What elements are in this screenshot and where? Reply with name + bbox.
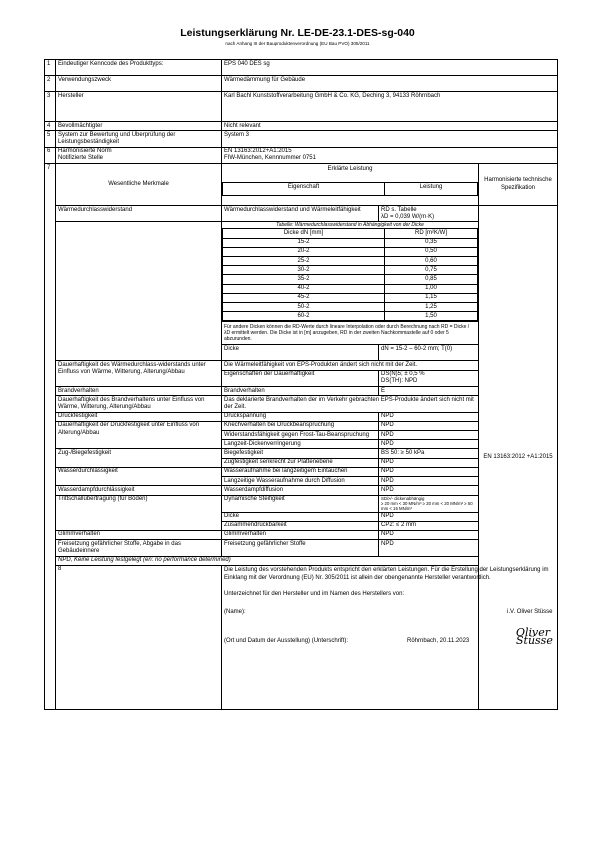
footnote: NPD, Keine Leistung festgelegt (en: no performance determined) <box>56 556 479 565</box>
thermal-table-head <box>223 229 478 238</box>
row-number: 8 <box>56 565 222 709</box>
row-label: Eindeutiger Kenncode des Produkttyps: <box>56 60 222 76</box>
property: Zusammendrückbarkeit <box>222 521 379 530</box>
thermal-table-row <box>223 247 478 256</box>
performance <box>379 206 479 222</box>
r-cell: 0,60 <box>385 257 478 266</box>
r-cell: 0,35 <box>385 238 478 247</box>
thickness-cell: 45-2 <box>223 293 385 302</box>
row-4 <box>45 122 558 131</box>
thermal-table-cell <box>222 222 479 345</box>
col-characteristic-label: Wesentliche Merkmale <box>108 180 169 187</box>
property: Widerstandsfähigkeit gegen Frost-Tau-Beanspruchung <box>222 431 379 440</box>
thickness-cell: 60-2 <box>223 312 385 321</box>
thickness-cell: 25-2 <box>223 257 385 266</box>
row-number: 1 <box>45 60 56 76</box>
r-cell: 1,00 <box>385 284 478 293</box>
thickness-cell: 20-2 <box>223 247 385 256</box>
thermal-note: Für andere Dicken können die RD-Werte durch lineare Interpolation oder durch Berechnung nach RD = Dicke / λD ermittelt werden. Die Dicke ist in [m] anzugeben, RD in der zweiten Nachkommastelle auf 0 oder 5 abzurunden. <box>222 321 478 344</box>
performance: NPD <box>379 477 479 486</box>
r-cell: 1,25 <box>385 303 478 312</box>
row-value: Wärmedämmung für Gebäude <box>222 76 558 92</box>
lambda-value: λD = 0,039 W/(m·K) <box>381 213 435 220</box>
property: Wärmedurchlasswiderstand und Wärmeleitfähigkeit <box>222 206 379 222</box>
row-number: 6 <box>45 147 56 163</box>
characteristic: Wärmedurchlasswiderstand <box>56 206 222 222</box>
performance: NPD <box>379 458 479 467</box>
property: Langzeit-Dickenverringerung <box>222 440 379 449</box>
row-label: Bevollmächtigter <box>56 122 222 131</box>
col-characteristic <box>56 164 222 206</box>
property: Biegefestigkeit <box>222 449 379 458</box>
thermal-table-row <box>223 257 478 266</box>
performance: NPD <box>379 412 479 421</box>
row-number: 7 <box>45 164 56 710</box>
signature: Oliver Stüsse <box>516 626 553 648</box>
performance: E <box>379 387 479 396</box>
thickness-cell: 30-2 <box>223 266 385 275</box>
row-label <box>56 147 222 163</box>
characteristic: Druckfestigkeit <box>56 412 222 421</box>
row-5 <box>45 131 558 147</box>
thermal-table-row <box>223 275 478 284</box>
r-head: RD [m²K/W] <box>385 229 478 238</box>
place-label: (Ort und Datum der Ausstellung) (Unterschrift): <box>224 638 349 645</box>
row-2 <box>45 76 558 92</box>
row-6 <box>45 147 558 163</box>
row-number: 2 <box>45 76 56 92</box>
name-value: i.V. Oliver Stüsse <box>507 609 553 616</box>
thermal-table-row <box>223 284 478 293</box>
row-number: 4 <box>45 122 56 131</box>
thermal-table-row <box>223 266 478 275</box>
property: Freisetzung gefährlicher Stoffe <box>222 540 379 556</box>
performance: NPD <box>379 512 479 521</box>
performance: NPD <box>379 440 479 449</box>
characteristic: Wasserdurchlässigkeit <box>56 467 222 485</box>
row-label: Verwendungszweck <box>56 76 222 92</box>
property: Wasseraufnahme bei langzeitigem Eintauchen <box>222 467 379 476</box>
place-value: Röhrnbach, 20.11.2023 <box>407 638 470 645</box>
col-spec: Harmonisierte technische Spezifikation <box>479 164 558 206</box>
thermal-table-row <box>223 238 478 247</box>
thermal-table-caption: Tabelle: Wärmedurchlasswiderstand in Abhängigkeit von der Dicke <box>276 222 424 229</box>
norm-value: EN 13163:2012+A1:2015 <box>224 148 292 155</box>
property: Dynamische Steifigkeit <box>222 495 379 512</box>
thermal-row <box>45 206 558 222</box>
performance: dN = 15-2 – 60-2 mm; T(0) <box>379 345 479 361</box>
thickness-cell: 50-2 <box>223 303 385 312</box>
col-property: Eigenschaft <box>223 183 385 196</box>
row-value: System 3 <box>222 131 558 147</box>
signed-for: Unterzeichnet für den Hersteller und im Namen des Herstellers von: <box>224 591 405 598</box>
row-number: 5 <box>45 131 56 147</box>
performance: NPD <box>379 467 479 476</box>
declaration-table <box>44 59 558 710</box>
r-cell: 0,50 <box>385 247 478 256</box>
property: Eigenschaften der Dauerhaftigkeit <box>222 370 379 386</box>
performance: NPD <box>379 486 479 495</box>
performance: SDi>/- dickenabhängig ≥ 20 mm < 30 MN/m³ ≥ 30 mm < 20 MN/m³ ≥ 50 mm < 15 MN/m³ <box>379 495 479 512</box>
declared-performance-title: Erklärte Leistung <box>327 166 373 173</box>
section-7-header <box>45 164 558 206</box>
notified-body-label: Notifizierte Stelle <box>58 155 104 162</box>
page-title: Leistungserklärung Nr. LE-DE-23.1-DES-sg-040 <box>180 27 415 39</box>
r-cell: 0,75 <box>385 266 478 275</box>
property: Die Wärmeleitfähigkeit von EPS-Produkten ändert sich nicht mit der Zeit. <box>222 361 479 370</box>
rd-value: RD s. Tabelle <box>381 206 417 213</box>
characteristic: Dauerhaftigkeit der Druckfestigkeit unter Einfluss von Alterung/Abbau <box>56 421 222 449</box>
r-cell: 0,85 <box>385 275 478 284</box>
property: Brandverhalten <box>222 387 379 396</box>
col-performance: Leistung <box>385 183 478 196</box>
section-8-cell <box>222 565 558 709</box>
performance: NPD <box>379 530 479 539</box>
property: Druckspannung <box>222 412 379 421</box>
thermal-table <box>222 228 478 321</box>
performance: NPD <box>379 431 479 440</box>
performance: NPD <box>379 540 479 556</box>
place-line <box>224 626 555 649</box>
characteristic: Zug-/Biegefestigkeit <box>56 449 222 467</box>
thickness-cell: 35-2 <box>223 275 385 284</box>
declared-performance-header <box>222 164 479 206</box>
performance: DS(N)5; ± 0,5 % DS(TH): NPD <box>379 370 479 386</box>
performance: BS 50: ≥ 50 kPa <box>379 449 479 458</box>
norm-label: Harmonisierte Norm <box>58 148 112 155</box>
thickness-cell: 40-2 <box>223 284 385 293</box>
property: Wasserdampfdiffusion <box>222 486 379 495</box>
row-value: EPS 040 DES sg <box>222 60 558 76</box>
name-line <box>224 608 555 618</box>
property: Glimmverhalten <box>222 530 379 539</box>
property: Langzeitige Wasseraufnahme durch Diffusion <box>222 477 379 486</box>
characteristic-continuation <box>56 222 222 361</box>
characteristic: Trittschallübertragung (für Böden) <box>56 495 222 530</box>
characteristic: Brandverhalten <box>56 387 222 396</box>
row-1 <box>45 60 558 76</box>
row-value <box>222 147 558 163</box>
characteristic: Glimmverhalten <box>56 530 222 539</box>
property: Das deklarierte Brandverhalten der im Verkehr gebrachten EPS-Produkte ändert sich nicht mit der Zeit. <box>222 396 479 412</box>
section-8 <box>45 565 558 709</box>
characteristic: Dauerhaftigkeit des Brandverhaltens unter Einfluss von Wärme, Witterung, Alterung/Abbau <box>56 396 222 412</box>
property: Dicke <box>222 345 379 361</box>
property: Dicke <box>222 512 379 521</box>
performance: CP2: ≤ 2 mm <box>379 521 479 530</box>
r-cell: 1,50 <box>385 312 478 321</box>
thickness-cell: 15-2 <box>223 238 385 247</box>
notified-body-value: FIW-München, Kennnummer 0751 <box>224 155 316 162</box>
row-label: Hersteller <box>56 92 222 122</box>
characteristic: Dauerhaftigkeit des Wärmedurchlass-widerstands unter Einfluss von Wärme, Witterung, Alterung/Abbau <box>56 361 222 387</box>
row-value: Karl Bachl Kunststoffverarbeitung GmbH & Co. KG, Deching 3, 94133 Röhrnbach <box>222 92 558 122</box>
page-subtitle: nach Anhang III der Bauproduktenverordnung (EU Bau PVO) 305/2011 <box>225 41 370 46</box>
thermal-table-row <box>223 312 478 321</box>
performance: NPD <box>379 421 479 430</box>
thermal-table-row <box>223 293 478 302</box>
characteristic: Wasserdampfdurchlässigkeit <box>56 486 222 495</box>
name-label: (Name): <box>224 609 246 616</box>
row-3 <box>45 92 558 122</box>
row-number: 3 <box>45 92 56 122</box>
r-cell: 1,15 <box>385 293 478 302</box>
thickness-head: Dicke dN [mm] <box>223 229 385 238</box>
characteristic: Freisetzung gefährlicher Stoffe, Abgabe in das Gebäudeinnere <box>56 540 222 556</box>
property: Zugfestigkeit senkrecht zur Plattenebene <box>222 458 379 467</box>
subheader <box>222 182 478 196</box>
property: Kriechverhalten bei Druckbeanspruchung <box>222 421 379 430</box>
row-label: System zur Bewertung und Überprüfung der Leistungsbeständigkeit <box>56 131 222 147</box>
row-value: Nicht relevant <box>222 122 558 131</box>
section-8-text: Die Leistung des vorstehenden Produkts entspricht den erklärten Leistungen. Für die Erstellung der Leistungserklärung im Einklang mit der Verordnung (EU) Nr. 305/2011 ist allein der obengenannte Hersteller verantwortlich. <box>224 567 549 582</box>
thermal-table-row <box>223 303 478 312</box>
spec-value: EN 13163:2012 +A1:2015 <box>479 206 558 710</box>
